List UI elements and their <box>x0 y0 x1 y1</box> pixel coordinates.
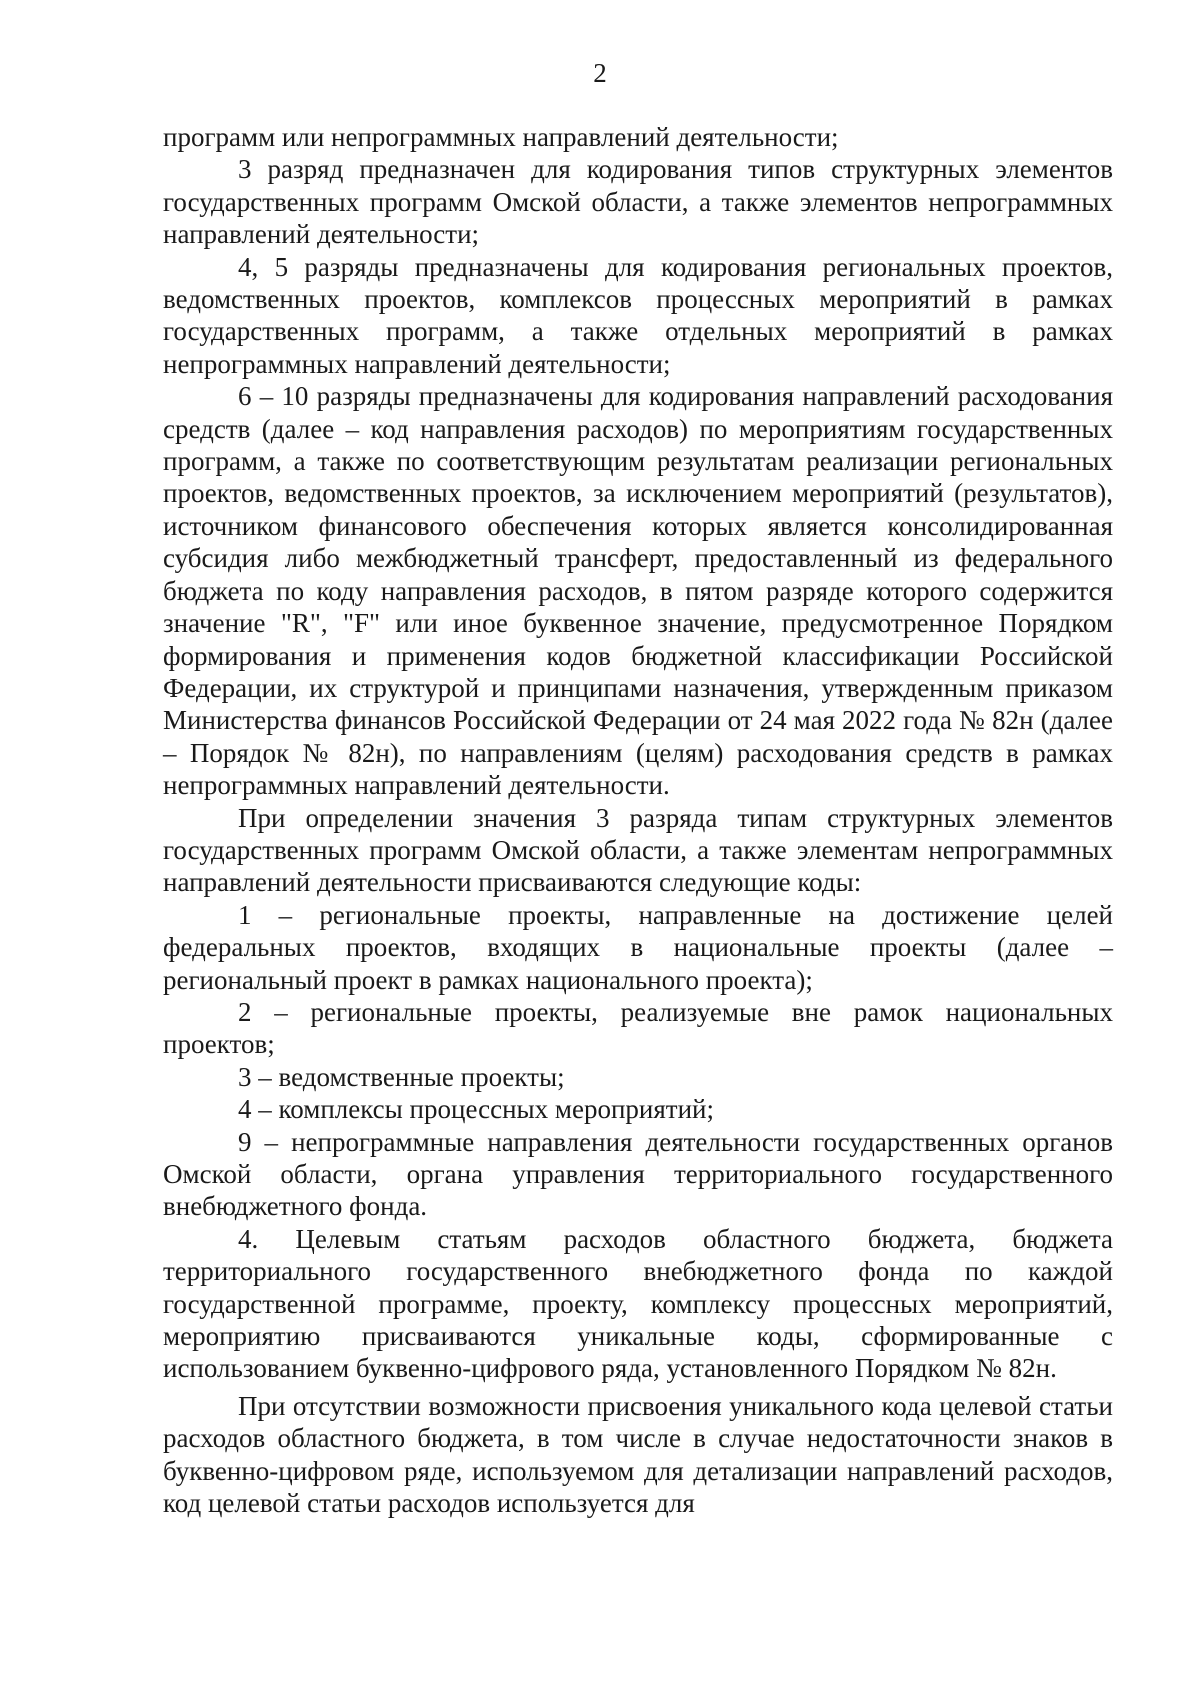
document-body <box>163 121 1113 1519</box>
paragraph-code-9: 9 – непрограммные направления деятельности государственных органов Омской области, органа управления территориального государственного внебюджетного фонда. <box>163 1126 1113 1222</box>
paragraph-code-4: 4 – комплексы процессных мероприятий; <box>238 1094 714 1125</box>
paragraph-continuation: программ или непрограммных направлений деятельности; <box>163 122 839 152</box>
paragraph-no-unique-code: При отсутствии возможности присвоения уникального кода целевой статьи расходов областного бюджета, в том числе в случае недостаточности знаков в буквенно-цифровом ряде, используемом для детализации направлений расходов, код целевой статьи расходов используется для <box>163 1390 1113 1519</box>
paragraph-code-3: 3 – ведомственные проекты; <box>238 1061 565 1092</box>
paragraph-section-4: 4. Целевым статьям расходов областного бюджета, бюджета территориального государственного внебюджетного фонда по каждой государственной программе, проекту, комплексу процессных мероприятий, мероприятию присваиваются уникальные коды, сформированные с использованием буквенно-цифрового ряда, установленного Порядком № 82н. <box>163 1223 1113 1384</box>
paragraph-codes-intro: При определении значения 3 разряда типам структурных элементов государственных программ Омской области, а также элементам непрограммных направлений деятельности присваиваются следующие коды: <box>163 802 1113 898</box>
paragraph-digit-3: 3 разряд предназначен для кодирования типов структурных элементов государственных программ Омской области, а также элементов непрограммных направлений деятельности; <box>163 154 1113 250</box>
paragraph-digits-6-10: 6 – 10 разряды предназначены для кодирования направлений расходования средств (далее – код направления расходов) по мероприятиям государственных программ, а также по соответствующим результатам реализации региональных проектов, ведомственных проектов, за исключением мероприятий (результатов), источником финансового обеспечения которых является консолидированная субсидия либо межбюджетный трансферт, предоставленный из федерального бюджета по коду направления расходов, в пятом разряде которого содержится значение "R", "F" или иное буквенное значение, предусмотренное Порядком формирования и применения кодов бюджетной классификации Российской Федерации, их структурой и принципами назначения, утвержденным приказом Министерства финансов Российской Федерации от 24 мая 2022 года № 82н (далее – Порядок № 82н), по направлениям (целям) расходования средств в рамках непрограммных направлений деятельности. <box>163 381 1113 801</box>
page-number: 2 <box>593 58 607 88</box>
paragraph-digits-4-5: 4, 5 разряды предназначены для кодирования региональных проектов, ведомственных проектов, комплексов процессных мероприятий в рамках государственных программ, а также отдельных мероприятий в рамках непрограммных направлений деятельности; <box>163 251 1113 379</box>
paragraph-code-2: 2 – региональные проекты, реализуемые вне рамок национальных проектов; <box>163 996 1113 1060</box>
paragraph-code-1: 1 – региональные проекты, направленные на достижение целей федеральных проектов, входящих в национальные проекты (далее – региональный проект в рамках национального проекта); <box>163 899 1113 995</box>
